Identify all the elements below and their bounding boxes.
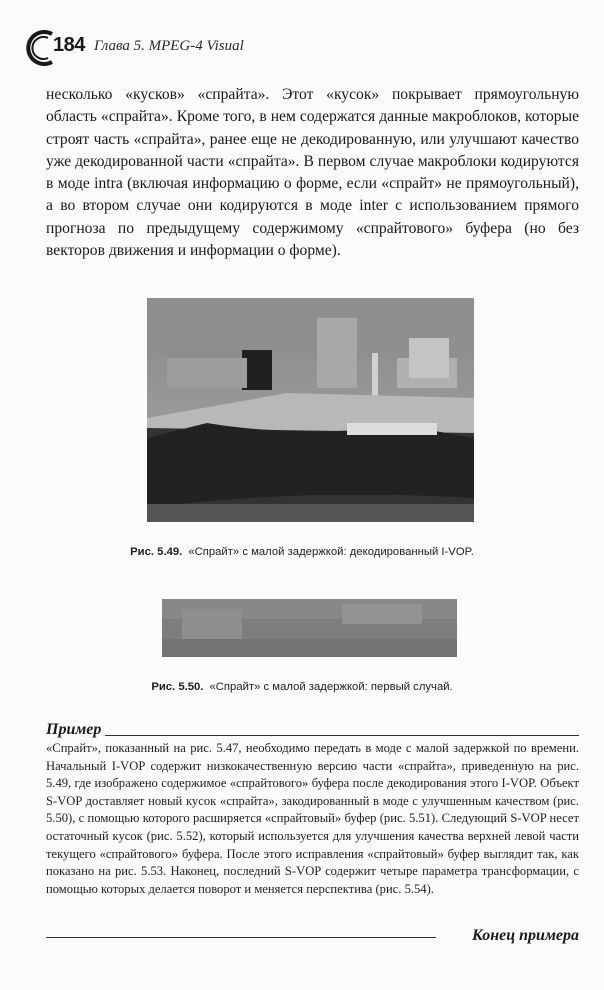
divider: [46, 735, 579, 736]
figure-caption-text: «Спрайт» с малой задержкой: первый случай.: [209, 681, 453, 693]
example-title: Пример: [46, 721, 105, 738]
divider: [46, 937, 436, 938]
figure-label: Рис. 5.49.: [130, 546, 183, 558]
figure-5-49-caption: [0, 546, 604, 558]
example-header: [46, 721, 579, 741]
body-paragraph: [46, 84, 579, 262]
page-header: [22, 28, 582, 68]
paragraph-text: несколько «кусков» «спрайта». Этот «кусок» покрывает прямоугольную область «спрайта». Кроме того, в нем содержатся данные макроблоков, которые строят часть «спрайта», ранее еще не декодированную, или улучшают качество уже декодированной части «спрайта». В первом случае макроблоки кодируются в моде intra (включая информацию о форме, если «спрайт» не прямоугольный), а во втором случае они кодируются в моде inter с использованием прямого прогноза по предыдущему содержимому «спрайтового» буфера (но без векторов движения и информации о форме).: [46, 86, 579, 260]
figure-caption-text: «Спрайт» с малой задержкой: декодированный I-VOP.: [188, 546, 474, 558]
running-head: Глава 5. MPEG-4 Visual: [94, 38, 244, 54]
example-text: «Спрайт», показанный на рис. 5.47, необходимо передать в моде с малой задержкой по времени. Начальный I-VOP содержит низкокачественную версию части «спрайта», приведенную на рис. 5.49, где изображено содержимое «спрайтового» буфера после декодирования этого I-VOP. Объект S-VOP доставляет новый кусок «спрайта», закодированный в моде с улучшенным качеством (рис. 5.50), с помощью которого расширяется «спрайтовый» буфер (рис. 5.51). Следующий S-VOP несет остаточный кусок (рис. 5.52), который используется для улучшения качества верхней левой части текущего «спрайтового» буфера. После этого исправления «спрайтовый» буфер выглядит так, как показано на рис. 5.53. Наконец, последний S-VOP содержит четыре параметра трансформации, с помощью которых делается поворот и меняется перспектива (рис. 5.54).: [46, 741, 579, 896]
figure-5-50-image: [162, 599, 457, 657]
example-body: [46, 740, 579, 898]
figure-label: Рис. 5.50.: [151, 681, 204, 693]
example-end-label: Конец примера: [472, 927, 579, 944]
figure-5-49-image: [147, 298, 474, 522]
page-number: 184: [53, 34, 85, 56]
figure-5-50-caption: [0, 681, 604, 693]
